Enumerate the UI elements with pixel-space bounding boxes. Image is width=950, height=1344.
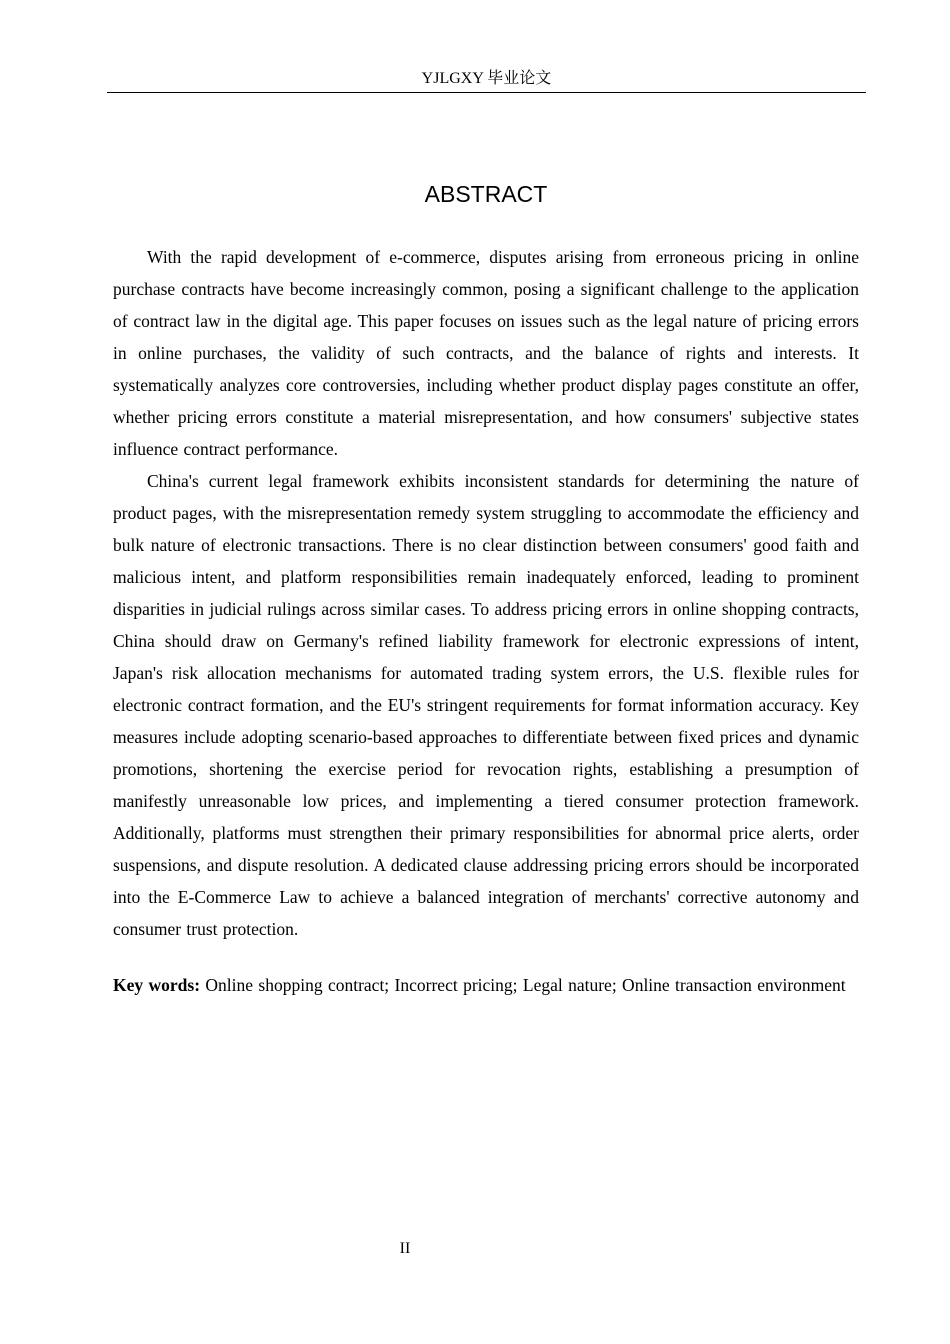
keywords-label: Key words: — [113, 975, 201, 995]
keywords-text: Online shopping contract; Incorrect pricing; Legal nature; Online transaction environment — [205, 975, 846, 995]
page-header — [107, 68, 866, 93]
page-number: II — [399, 1240, 411, 1257]
header-text: YJLGXY 毕业论文 — [421, 70, 552, 87]
abstract-paragraph-1: With the rapid development of e-commerce, disputes arising from erroneous pricing in online purchase contracts have become increasingly common, posing a significant challenge to the application of contract law in the digital age. This paper focuses on issues such as the legal nature of pricing errors in online purchases, the validity of such contracts, and the balance of rights and interests. It systematically analyzes core controversies, including whether product display pages constitute an offer, whether pricing errors constitute a material misrepresentation, and how consumers' subjective states influence contract performance. — [113, 247, 859, 459]
abstract-paragraph-2: China's current legal framework exhibits inconsistent standards for determining the nature of product pages, with the misrepresentation remedy system struggling to accommodate the efficiency and bulk nature of electronic transactions. There is no clear distinction between consumers' good faith and malicious intent, and platform responsibilities remain inadequately enforced, leading to prominent disparities in judicial rulings across similar cases. To address pricing errors in online shopping contracts, China should draw on Germany's refined liability framework for electronic expressions of intent, Japan's risk allocation mechanisms for automated trading system errors, the U.S. flexible rules for electronic contract formation, and the EU's stringent requirements for format information accuracy. Key measures include adopting scenario-based approaches to differentiate between fixed prices and dynamic promotions, shortening the exercise period for revocation rights, establishing a presumption of manifestly unreasonable low prices, and implementing a tiered consumer protection framework. Additionally, platforms must strengthen their primary responsibilities for abnormal price alerts, order suspensions, and dispute resolution. A dedicated clause addressing pricing errors should be incorporated into the E-Commerce Law to achieve a balanced integration of merchants' corrective autonomy and consumer trust protection. — [113, 471, 859, 939]
abstract-body — [113, 241, 859, 1001]
abstract-title: ABSTRACT — [424, 181, 548, 207]
keywords-line — [113, 969, 859, 1001]
